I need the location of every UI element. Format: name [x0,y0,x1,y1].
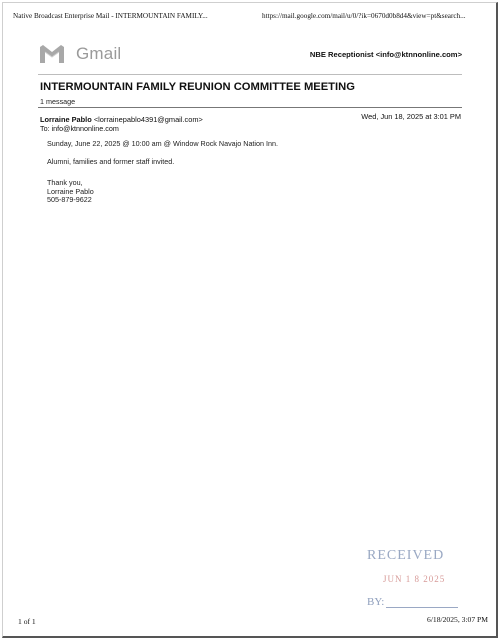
closing-text: Thank you, [47,178,83,187]
received-stamp-by: BY: [367,596,385,608]
received-stamp-signature-line [386,607,458,608]
body-line-event: Sunday, June 22, 2025 @ 10:00 am @ Window Rock Navajo Nation Inn. [47,139,279,148]
signature-block [47,179,94,205]
print-header-title: Native Broadcast Enterprise Mail - INTERMOUNTAIN FAMILY... [13,12,208,20]
signature-name: Lorraine Pablo [47,186,94,196]
account-label: NBE Receptionist <info@ktnnonline.com> [309,50,462,59]
gmail-logo-icon [38,43,66,65]
message-date: Wed, Jun 18, 2025 at 3:01 PM [361,112,461,121]
page-number: 1 of 1 [18,617,36,626]
subject-divider [38,107,462,108]
thread-subject: INTERMOUNTAIN FAMILY REUNION COMMITTEE MEETING [40,81,355,93]
body-line-invite: Alumni, families and former staff invited. [47,157,175,166]
sender-line [40,115,203,124]
received-stamp-date: JUN 1 8 2025 [383,574,446,584]
signature-phone: 505-879-9622 [47,195,92,205]
recipient-line: To: info@ktnnonline.com [40,124,119,133]
page-border [2,2,498,638]
sender-email: <lorrainepablo4391@gmail.com> [93,115,203,124]
message-count: 1 message [40,97,76,106]
header-divider [38,74,462,75]
gmail-wordmark: Gmail [76,44,122,63]
print-timestamp: 6/18/2025, 3:07 PM [427,615,488,624]
sender-name: Lorraine Pablo [40,115,92,124]
print-header-url: https://mail.google.com/mail/u/0/?ik=0670d0b8d4&view=pt&search... [262,12,466,20]
received-stamp: RECEIVED [367,548,445,563]
